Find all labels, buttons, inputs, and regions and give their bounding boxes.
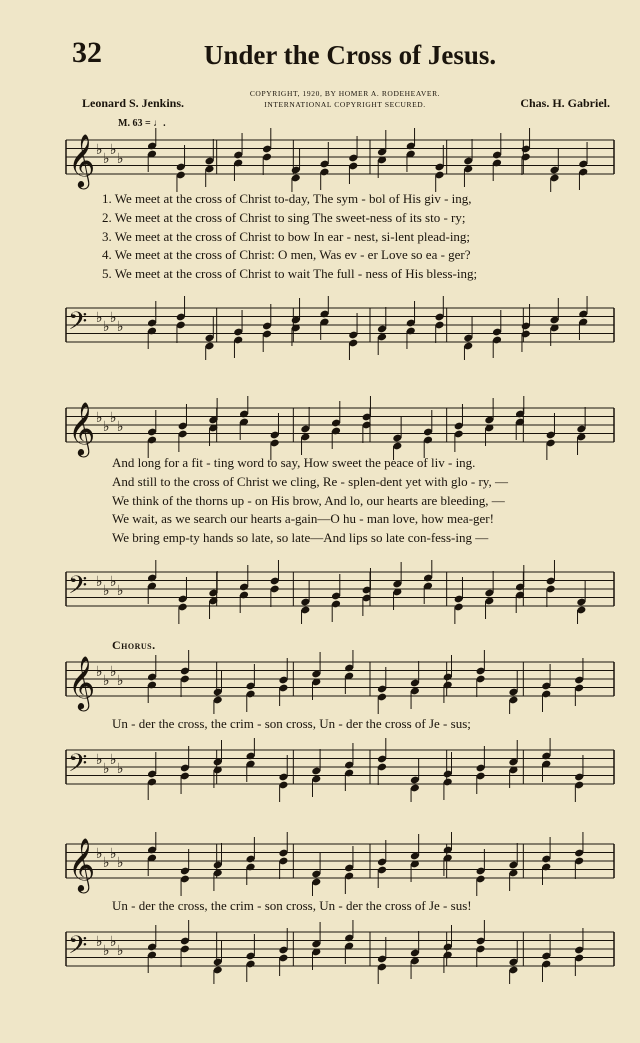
note-chord	[180, 920, 190, 967]
treble-staff-chorus-1	[0, 650, 640, 714]
note-chord	[521, 304, 531, 352]
note-chord	[521, 128, 531, 175]
flat-sign-icon: ♭	[96, 574, 103, 590]
flat-sign-icon: ♭	[110, 752, 117, 768]
flat-sign-icon: ♭	[117, 673, 124, 689]
note-chord	[213, 670, 223, 714]
flat-sign-icon: ♭	[117, 583, 124, 599]
flat-sign-icon: ♭	[103, 673, 110, 689]
note-chord	[311, 652, 321, 700]
note-chord	[574, 928, 584, 976]
note-chord	[278, 928, 288, 976]
flat-sign-icon: ♭	[103, 943, 110, 959]
author-credit: Leonard S. Jenkins.	[82, 96, 185, 110]
flat-sign-icon: ♭	[110, 846, 117, 862]
note-chord	[213, 940, 223, 984]
verse-line: 4. We meet at the cross of Christ: O men, Was ev - er Love so ea - ger?	[102, 247, 471, 263]
note-chord	[574, 832, 584, 879]
bass-clef-icon: 𝄢	[68, 571, 88, 606]
flat-sign-icon: ♭	[96, 752, 103, 768]
note-chord	[484, 571, 494, 619]
copyright-line-1: COPYRIGHT, 1920, BY HOMER A. RODEHEAVER.	[249, 89, 441, 98]
treble-staff-system-2	[0, 396, 640, 460]
verse-line: And long for a fit - ting word to say, How sweet the peace of liv - ing.	[112, 455, 476, 470]
note-chord	[180, 849, 190, 896]
note-chord	[546, 560, 556, 607]
note-chord	[278, 658, 288, 706]
tempo-marking: M. 63 = ♩.	[118, 118, 166, 129]
note-chord	[434, 145, 444, 192]
verse-line: And still to the cross of Christ we cling, Re - splen-dent yet with glo - ry, —	[112, 473, 508, 489]
note-chord	[348, 313, 358, 360]
note-chord	[213, 843, 223, 891]
flat-sign-icon: ♭	[103, 151, 110, 167]
verse-line: We bring emp-ty hands so late, so late—And lips so late con-fess-ing —	[112, 530, 489, 546]
note-chord	[434, 296, 444, 343]
verse-line: We wait, as we search our hearts a-gain—O hu - man love, how mea-ger!	[112, 511, 494, 527]
note-chord	[278, 755, 288, 802]
note-chord	[176, 145, 186, 192]
hymn-number: 32	[72, 36, 102, 69]
note-chord	[476, 920, 486, 967]
verse-line: 1. We meet at the cross of Christ to-day, The sym - bol of His giv - ing,	[102, 191, 472, 206]
note-chord	[204, 139, 214, 187]
verses-block-2	[112, 454, 508, 548]
flat-sign-icon: ♭	[117, 319, 124, 335]
flat-sign-icon: ♭	[103, 319, 110, 335]
note-chord	[576, 407, 586, 455]
treble-clef-icon: 𝄞	[68, 837, 96, 891]
chorus-line-2: Un - der the cross, the crim - son cross, Un - der the cross of Je - sus!	[112, 898, 472, 913]
note-chord	[311, 852, 321, 896]
note-chord	[377, 130, 387, 178]
note-chord	[549, 298, 559, 346]
note-chord	[178, 577, 188, 624]
note-chord	[176, 296, 186, 343]
copyright-line-2: INTERNATIONAL COPYRIGHT SECURED.	[264, 100, 426, 109]
note-chord	[377, 937, 387, 984]
flat-sign-icon: ♭	[110, 934, 117, 950]
note-chord	[213, 740, 223, 788]
note-chord	[546, 413, 556, 460]
chorus-line-1: Un - der the cross, the crim - son cross, Un - der the cross of Je - sus;	[112, 716, 471, 731]
note-chord	[300, 580, 310, 624]
note-chord	[410, 661, 420, 709]
verse-line: 3. We meet at the cross of Christ to bow In ear - nest, si-lent plead-ing;	[102, 228, 471, 244]
flat-sign-icon: ♭	[117, 761, 124, 777]
note-chord	[476, 849, 486, 896]
note-chord	[300, 407, 310, 455]
bass-staff-chorus-1	[0, 738, 640, 802]
note-chord	[270, 413, 280, 460]
bass-clef-icon: 𝄢	[68, 749, 88, 784]
flat-sign-icon: ♭	[110, 574, 117, 590]
hymn-title: Under the Cross of Jesus.	[203, 40, 497, 70]
note-chord	[463, 316, 473, 360]
treble-clef-icon: 𝄞	[68, 655, 96, 709]
flat-sign-icon: ♭	[117, 855, 124, 871]
treble-clef-icon: 𝄞	[68, 401, 96, 455]
flat-sign-icon: ♭	[117, 943, 124, 959]
note-chord	[262, 128, 272, 175]
note-chord	[476, 650, 486, 697]
staff-lines	[66, 750, 614, 784]
note-chord	[476, 746, 486, 794]
note-chord	[454, 577, 464, 624]
bass-staff-system-2	[0, 560, 640, 624]
note-chord	[180, 746, 190, 794]
flat-sign-icon: ♭	[103, 419, 110, 435]
note-chord	[377, 840, 387, 888]
flat-sign-icon: ♭	[117, 151, 124, 167]
note-chord	[574, 658, 584, 706]
treble-staff-chorus-2	[0, 832, 640, 896]
note-chord	[311, 922, 321, 970]
copyright-notice	[230, 88, 460, 110]
flat-sign-icon: ♭	[96, 934, 103, 950]
note-chord	[262, 304, 272, 352]
note-chord	[454, 404, 464, 452]
flat-sign-icon: ♭	[103, 761, 110, 777]
note-chord	[410, 931, 420, 979]
note-chord	[484, 398, 494, 446]
verse-line: 5. We meet at the cross of Christ to wait The full - ness of His bless-ing;	[102, 266, 478, 282]
note-chord	[178, 404, 188, 452]
chorus-label: Chorus.	[112, 638, 156, 652]
note-chord	[180, 650, 190, 697]
note-chord	[311, 749, 321, 797]
verse-line: We think of the thorns up - on His brow, And lo, our hearts are bleeding, —	[112, 492, 505, 508]
note-chord	[348, 136, 358, 184]
flat-sign-icon: ♭	[110, 664, 117, 680]
flat-sign-icon: ♭	[110, 410, 117, 426]
note-chord	[549, 148, 559, 192]
treble-staff-system-1	[0, 128, 640, 192]
note-chord	[291, 148, 301, 192]
note-chord	[508, 670, 518, 714]
bass-staff-system-1	[0, 296, 640, 360]
composer-credit: Chas. H. Gabriel.	[520, 96, 610, 110]
flat-sign-icon: ♭	[110, 142, 117, 158]
note-chord	[377, 667, 387, 714]
bass-clef-icon: 𝄢	[68, 307, 88, 342]
flat-sign-icon: ♭	[96, 410, 103, 426]
note-chord	[278, 832, 288, 879]
note-chord	[410, 758, 420, 802]
note-chord	[576, 580, 586, 624]
note-chord	[574, 755, 584, 802]
note-chord	[508, 843, 518, 891]
note-chord	[377, 307, 387, 355]
flat-sign-icon: ♭	[103, 855, 110, 871]
note-chord	[392, 562, 402, 610]
flat-sign-icon: ♭	[96, 142, 103, 158]
flat-sign-icon: ♭	[96, 664, 103, 680]
bass-clef-icon: 𝄢	[68, 931, 88, 966]
note-chord	[270, 560, 280, 607]
treble-clef-icon: 𝄞	[68, 133, 96, 187]
flat-sign-icon: ♭	[117, 419, 124, 435]
note-chord	[463, 139, 473, 187]
note-chord	[377, 738, 387, 785]
flat-sign-icon: ♭	[103, 583, 110, 599]
note-chord	[508, 940, 518, 984]
note-chord	[508, 740, 518, 788]
note-chord	[204, 316, 214, 360]
bass-staff-chorus-2	[0, 920, 640, 984]
flat-sign-icon: ♭	[96, 846, 103, 862]
flat-sign-icon: ♭	[96, 310, 103, 326]
note-chord	[291, 298, 301, 346]
note-chord	[410, 834, 420, 882]
flat-sign-icon: ♭	[110, 310, 117, 326]
verses-block-1	[102, 190, 477, 284]
verse-line: 2. We meet at the cross of Christ to sing The sweet-ness of its sto - ry;	[102, 209, 466, 225]
